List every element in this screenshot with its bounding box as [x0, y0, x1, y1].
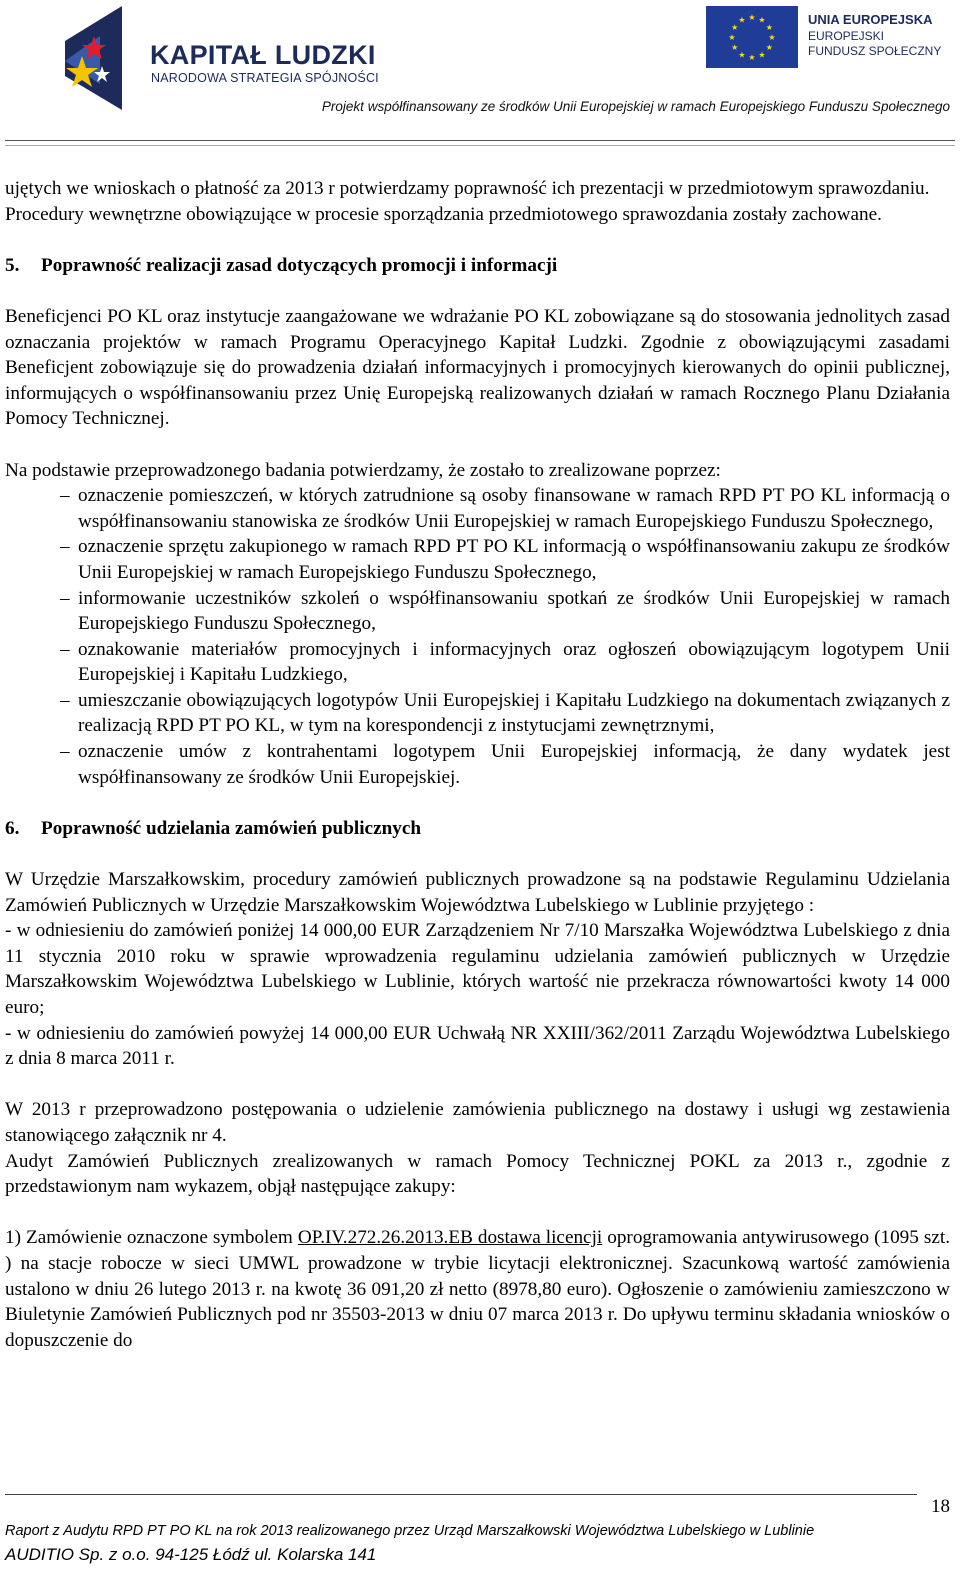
order-details: oprogramowania antywirusowego (1095 szt. ) na stacje robocze w sieci UMWL prowadzone w trybie licytacji elektronicznej. Szacunkową wartość zamówienia ustalono w dniu 26 lutego 2013 r. na kwotę 36 091,20 zł netto (8978,80 euro). Ogłoszenie o zamówieniu zamieszczono w Biuletynie Zamówień Publicznych pod nr 35503-2013 w dniu 07 marca 2013 r. Do upływu terminu składania wniosków o dopuszczenie do	[5, 1227, 950, 1351]
paragraph: Beneficjenci PO KL oraz instytucje zaangażowane we wdrażanie PO KL zobowiązane są do stosowania jednolitych zasad oznaczania projektów w ramach Programu Operacyjnego Kapitał Ludzki. Zgodnie z obowiązującymi zasadami Beneficjent zobowiązuje się do prowadzenia działań informacyjnych i promocyjnych kierowanych do opinii publicznej, informujących o współfinansowaniu przez Unię Europejską realizowanych działań w ramach Rocznego Planu Działania Pomocy Technicznej.	[5, 305, 950, 430]
header-divider-thin	[5, 145, 955, 146]
eu-star-icon: ★	[768, 33, 776, 42]
list-item: – informowanie uczestników szkoleń o współfinansowaniu spotkań ze środków Unii Europejskiej w ramach Europejskiego Funduszu Społecznego,	[78, 586, 950, 637]
paragraph: W 2013 r przeprowadzono postępowania o udzielenie zamówienia publicznego na dostawy i usługi wg zestawienia stanowiącego załącznik nr 4.	[5, 1099, 950, 1146]
section-title: Poprawność udzielania zamówień publicznych	[41, 817, 422, 839]
document-body	[5, 176, 950, 1353]
header-divider	[5, 140, 955, 141]
eu-star-icon: ★	[765, 43, 773, 52]
program-subtitle: NARODOWA STRATEGIA SPÓJNOŚCI	[151, 71, 379, 85]
eu-fund-line1: EUROPEJSKI	[808, 29, 885, 43]
paragraph: - w odniesieniu do zamówień poniżej 14 000,00 EUR Zarządzeniem Nr 7/10 Marszałka Województwa Lubelskiego z dnia 11 stycznia 2010 roku w sprawie wprowadzenia regulaminu udzielania zamówień publicznych w Urzędzie Marszałkowskim Województwa Lubelskiego w Lublinie, których wartość nie przekracza równowartości kwoty 14 000 euro;	[5, 920, 950, 1018]
eu-star-icon: ★	[731, 43, 739, 52]
page-header	[0, 0, 960, 150]
paragraph: - w odniesieniu do zamówień powyżej 14 000,00 EUR Uchwałą NR XXIII/362/2011 Zarządu Województwa Lubelskiego z dnia 8 marca 2011 r.	[5, 1022, 950, 1070]
paragraph: Procedury wewnętrzne obowiązujące w procesie sporządzania przedmiotowego sprawozdania zostały zachowane.	[5, 203, 882, 225]
list-item: – oznaczenie umów z kontrahentami logotypem Unii Europejskiej informacją, że dany wydatek jest współfinansowany ze środków Unii Europejskiej.	[78, 739, 950, 790]
eu-flag-icon	[706, 6, 798, 68]
order-reference: OP.IV.272.26.2013.EB dostawa licencji	[297, 1227, 603, 1249]
footer-company: AUDITIO Sp. z o.o. 94-125 Łódź ul. Kolarska 141	[5, 1545, 377, 1564]
promotion-list	[5, 483, 950, 790]
eu-fund-line2: FUNDUSZ SPOŁECZNY	[808, 44, 942, 58]
eu-name: UNIA EUROPEJSKA	[808, 12, 933, 27]
footer-divider	[5, 1494, 917, 1495]
paragraph: Na podstawie przeprowadzonego badania potwierdzamy, że zostało to zrealizowane poprzez:	[5, 459, 721, 481]
eu-star-icon: ★	[748, 13, 756, 22]
eu-star-icon: ★	[748, 53, 756, 62]
list-item: – oznaczenie pomieszczeń, w których zatrudnione są osoby finansowane w ramach RPD PT PO KL informacją o współfinansowaniu stanowiska ze środków Unii Europejskiej w ramach Europejskiego Funduszu Społecznego,	[78, 483, 950, 534]
section-title: Poprawność realizacji zasad dotyczących promocji i informacji	[41, 254, 558, 276]
section-heading-6	[5, 816, 950, 842]
order-intro: 1) Zamówienie oznaczone symbolem	[5, 1227, 298, 1249]
kapital-ludzki-logo-icon	[60, 6, 140, 110]
page-number: 18	[931, 1496, 950, 1517]
paragraph: Audyt Zamówień Publicznych zrealizowanych w ramach Pomocy Technicznej POKL za 2013 r., zgodnie z przedstawionym nam wykazem, objął następujące zakupy:	[5, 1150, 950, 1198]
cofinancing-note: Projekt współfinansowany ze środków Unii Europejskiej w ramach Europejskiego Funduszu Społecznego	[321, 99, 950, 114]
footer-report-title: Raport z Audytu RPD PT PO KL na rok 2013 realizowanego przez Urząd Marszałkowski Województwa Lubelskiego w Lublinie	[5, 1523, 815, 1539]
list-item: – umieszczanie obowiązujących logotypów Unii Europejskiej i Kapitału Ludzkiego na dokumentach związanych z realizacją RPD PT PO KL, w tym na korespondencji z instytucjami zewnętrznymi,	[78, 688, 950, 739]
eu-star-icon: ★	[738, 50, 746, 60]
eu-star-icon: ★	[728, 33, 736, 42]
paragraph	[5, 1225, 950, 1353]
section-heading-5	[5, 253, 950, 279]
eu-star-icon: ★	[758, 50, 766, 60]
paragraph: W Urzędzie Marszałkowskim, procedury zamówień publicznych prowadzone są na podstawie Regulaminu Udzielania Zamówień Publicznych w Urzędzie Marszałkowskim Województwa Lubelskiego w Lublinie przyjętego :	[5, 869, 950, 916]
list-item: – oznakowanie materiałów promocyjnych i informacyjnych oraz ogłoszeń obowiązującym logotypem Unii Europejskiej i Kapitału Ludzkiego,	[78, 637, 950, 688]
section-number: 5.	[5, 254, 20, 276]
eu-star-icon: ★	[758, 15, 766, 25]
eu-star-icon: ★	[731, 23, 739, 32]
eu-star-icon: ★	[765, 23, 773, 32]
list-item: – oznaczenie sprzętu zakupionego w ramach RPD PT PO KL informacją o współfinansowaniu zakupu ze środków Unii Europejskiej w ramach Europejskiego Funduszu Społecznego,	[78, 534, 950, 585]
paragraph: ujętych we wnioskach o płatność za 2013 r potwierdzamy poprawność ich prezentacji w przedmiotowym sprawozdaniu.	[5, 178, 930, 199]
program-title: KAPITAŁ LUDZKI	[150, 40, 376, 70]
section-number: 6.	[5, 817, 20, 839]
eu-star-icon: ★	[738, 15, 746, 25]
